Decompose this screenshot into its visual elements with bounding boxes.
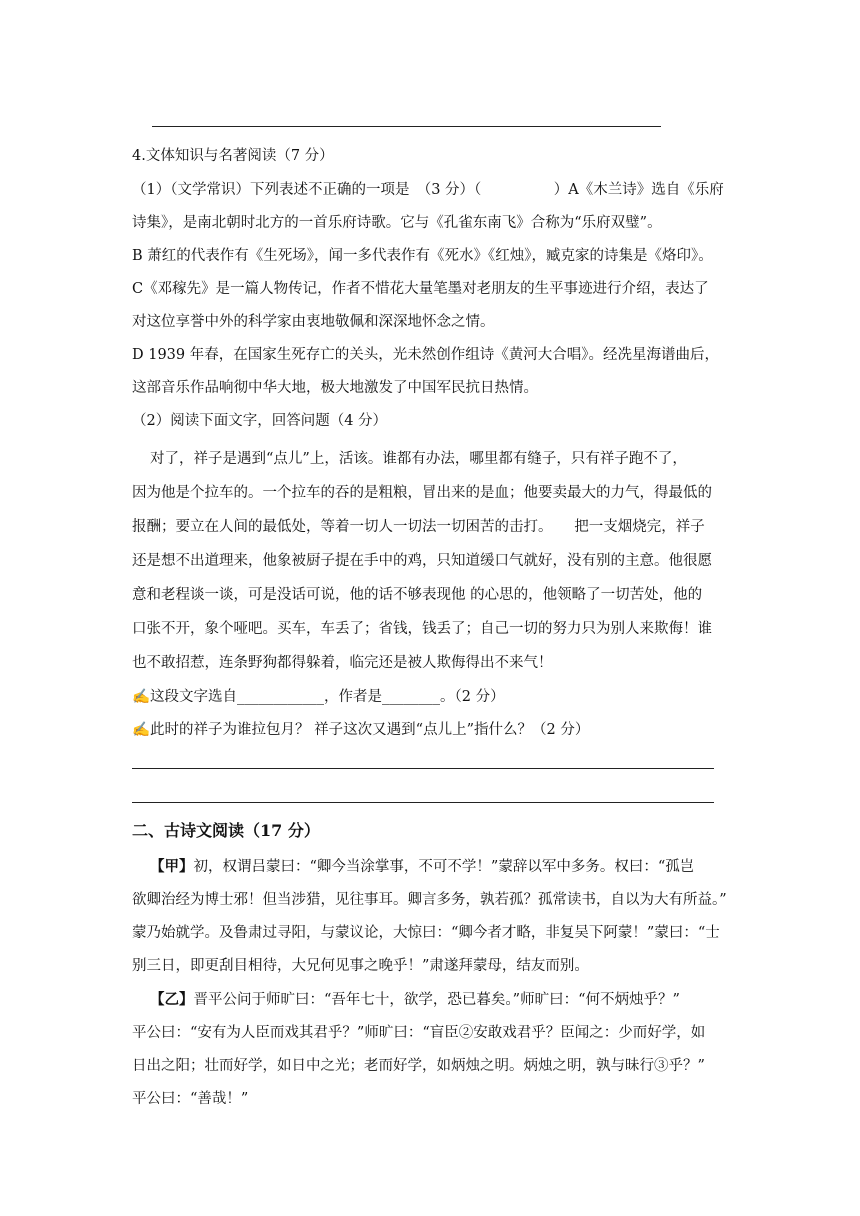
q1-line1: （1）（文学常识）下列表述不正确的一项是 （3 分）（ ）A《木兰诗》选自《乐府 bbox=[132, 182, 724, 198]
q1-line2: 诗集》，是南北朝时北方的一首乐府诗歌。它与《孔雀东南飞》合称为“乐府双璧”。 bbox=[132, 215, 662, 231]
answer-line bbox=[132, 768, 714, 769]
jia-line2: 欲卿治经为博士邪！但当涉猎，见往事耳。卿言多务，孰若孤？孤常读书，自以为大有所益。” bbox=[132, 892, 727, 908]
q1-option-c-line1: C《邓稼先》是一篇人物传记，作者不惜花大量笔墨对老朋友的生平事迹进行介绍，表达了 bbox=[132, 281, 709, 297]
answer-line bbox=[132, 802, 714, 803]
passage-line: 意和老程谈一谈，可是没话可说，他的话不够表现他 的心思的，他领略了一切苦处，他的 bbox=[132, 587, 703, 603]
jia-text: 初，权谓吕蒙曰：“卿今当涂掌事，不可不学！”蒙辞以军中多务。权曰：“孤岂 bbox=[193, 859, 695, 875]
yi-label: 【乙】 bbox=[150, 991, 194, 1008]
passage-line: 因为他是个拉车的。一个拉车的吞的是粗粮，冒出来的是血；他要卖最大的力气，得最低的 bbox=[132, 485, 712, 501]
jia-line3: 蒙乃始就学。及鲁肃过寻阳，与蒙议论，大惊曰：“卿今者才略，非复吴下阿蒙！”蒙曰：“士 bbox=[132, 925, 720, 941]
q1-option-b: B 萧红的代表作有《生死场》，闻一多代表作有《死水》《红烛》，臧克家的诗集是《烙印》。 bbox=[132, 248, 713, 264]
q2-subquestion-1: ✍这段文字选自____________，作者是________。（2 分） bbox=[132, 689, 505, 705]
passage-line: 报酬；要立在人间的最低处，等着一切人一切法一切困苦的击打。 把一支烟烧完，祥子 bbox=[132, 519, 705, 535]
section4-title: 4.文体知识与名著阅读（7 分） bbox=[132, 148, 334, 164]
q2-subquestion-2: ✍此时的祥子为谁拉包月？ 祥子这次又遇到“点儿上”指什么？（2 分） bbox=[132, 722, 590, 738]
jia-line4: 别三日，即更刮目相待，大兄何见事之晚乎！”肃遂拜蒙母，结友而别。 bbox=[132, 958, 589, 974]
yi-line2: 平公曰：“安有为人臣而戏其君乎？”师旷曰：“盲臣②安敢戏君乎？臣闻之：少而好学，如 bbox=[132, 1025, 706, 1041]
yi-text: 晋平公问于师旷曰：“吾年七十，欲学，恐已暮矣。”师旷曰：“何不炳烛乎？” bbox=[193, 992, 680, 1008]
section2-title: 二、古诗文阅读（17 分） bbox=[132, 821, 320, 840]
yi-line3: 日出之阳；壮而好学，如日中之光；老而好学，如炳烛之明。炳烛之明，孰与昧行③乎？” bbox=[132, 1058, 705, 1074]
answer-line bbox=[152, 126, 661, 127]
passage-line: 对了，祥子是遇到“点儿”上，活该。谁都有办法，哪里都有缝子，只有祥子跑不了， bbox=[150, 451, 687, 467]
q1-option-c-line2: 对这位享誉中外的科学家由衷地敬佩和深深地怀念之情。 bbox=[132, 314, 495, 330]
passage-line: 还是想不出道理来，他象被厨子提在手中的鸡，只知道缓口气就好，没有别的主意。他很愿 bbox=[132, 553, 712, 569]
yi-line4: 平公曰：“善哉！” bbox=[132, 1091, 249, 1107]
passage-line: 也不敢招惹，连条野狗都得躲着，临完还是被人欺侮得出不来气！ bbox=[132, 655, 553, 671]
q1-option-d-line2: 这部音乐作品响彻中华大地，极大地激发了中国军民抗日热情。 bbox=[132, 380, 538, 396]
yi-line1 bbox=[150, 990, 760, 1010]
jia-label: 【甲】 bbox=[150, 858, 194, 875]
passage-line: 口张不开，象个哑吧。买车，车丢了；省钱，钱丢了；自己一切的努力只为别人来欺侮！谁 bbox=[132, 621, 712, 637]
q1-option-d-line1: D 1939 年春，在国家生死存亡的关头，光未然创作组诗《黄河大合唱》。经冼星海谱曲后， bbox=[132, 347, 719, 363]
jia-line1 bbox=[150, 857, 760, 877]
q2-title: （2）阅读下面文字，回答问题（4 分） bbox=[132, 413, 388, 429]
